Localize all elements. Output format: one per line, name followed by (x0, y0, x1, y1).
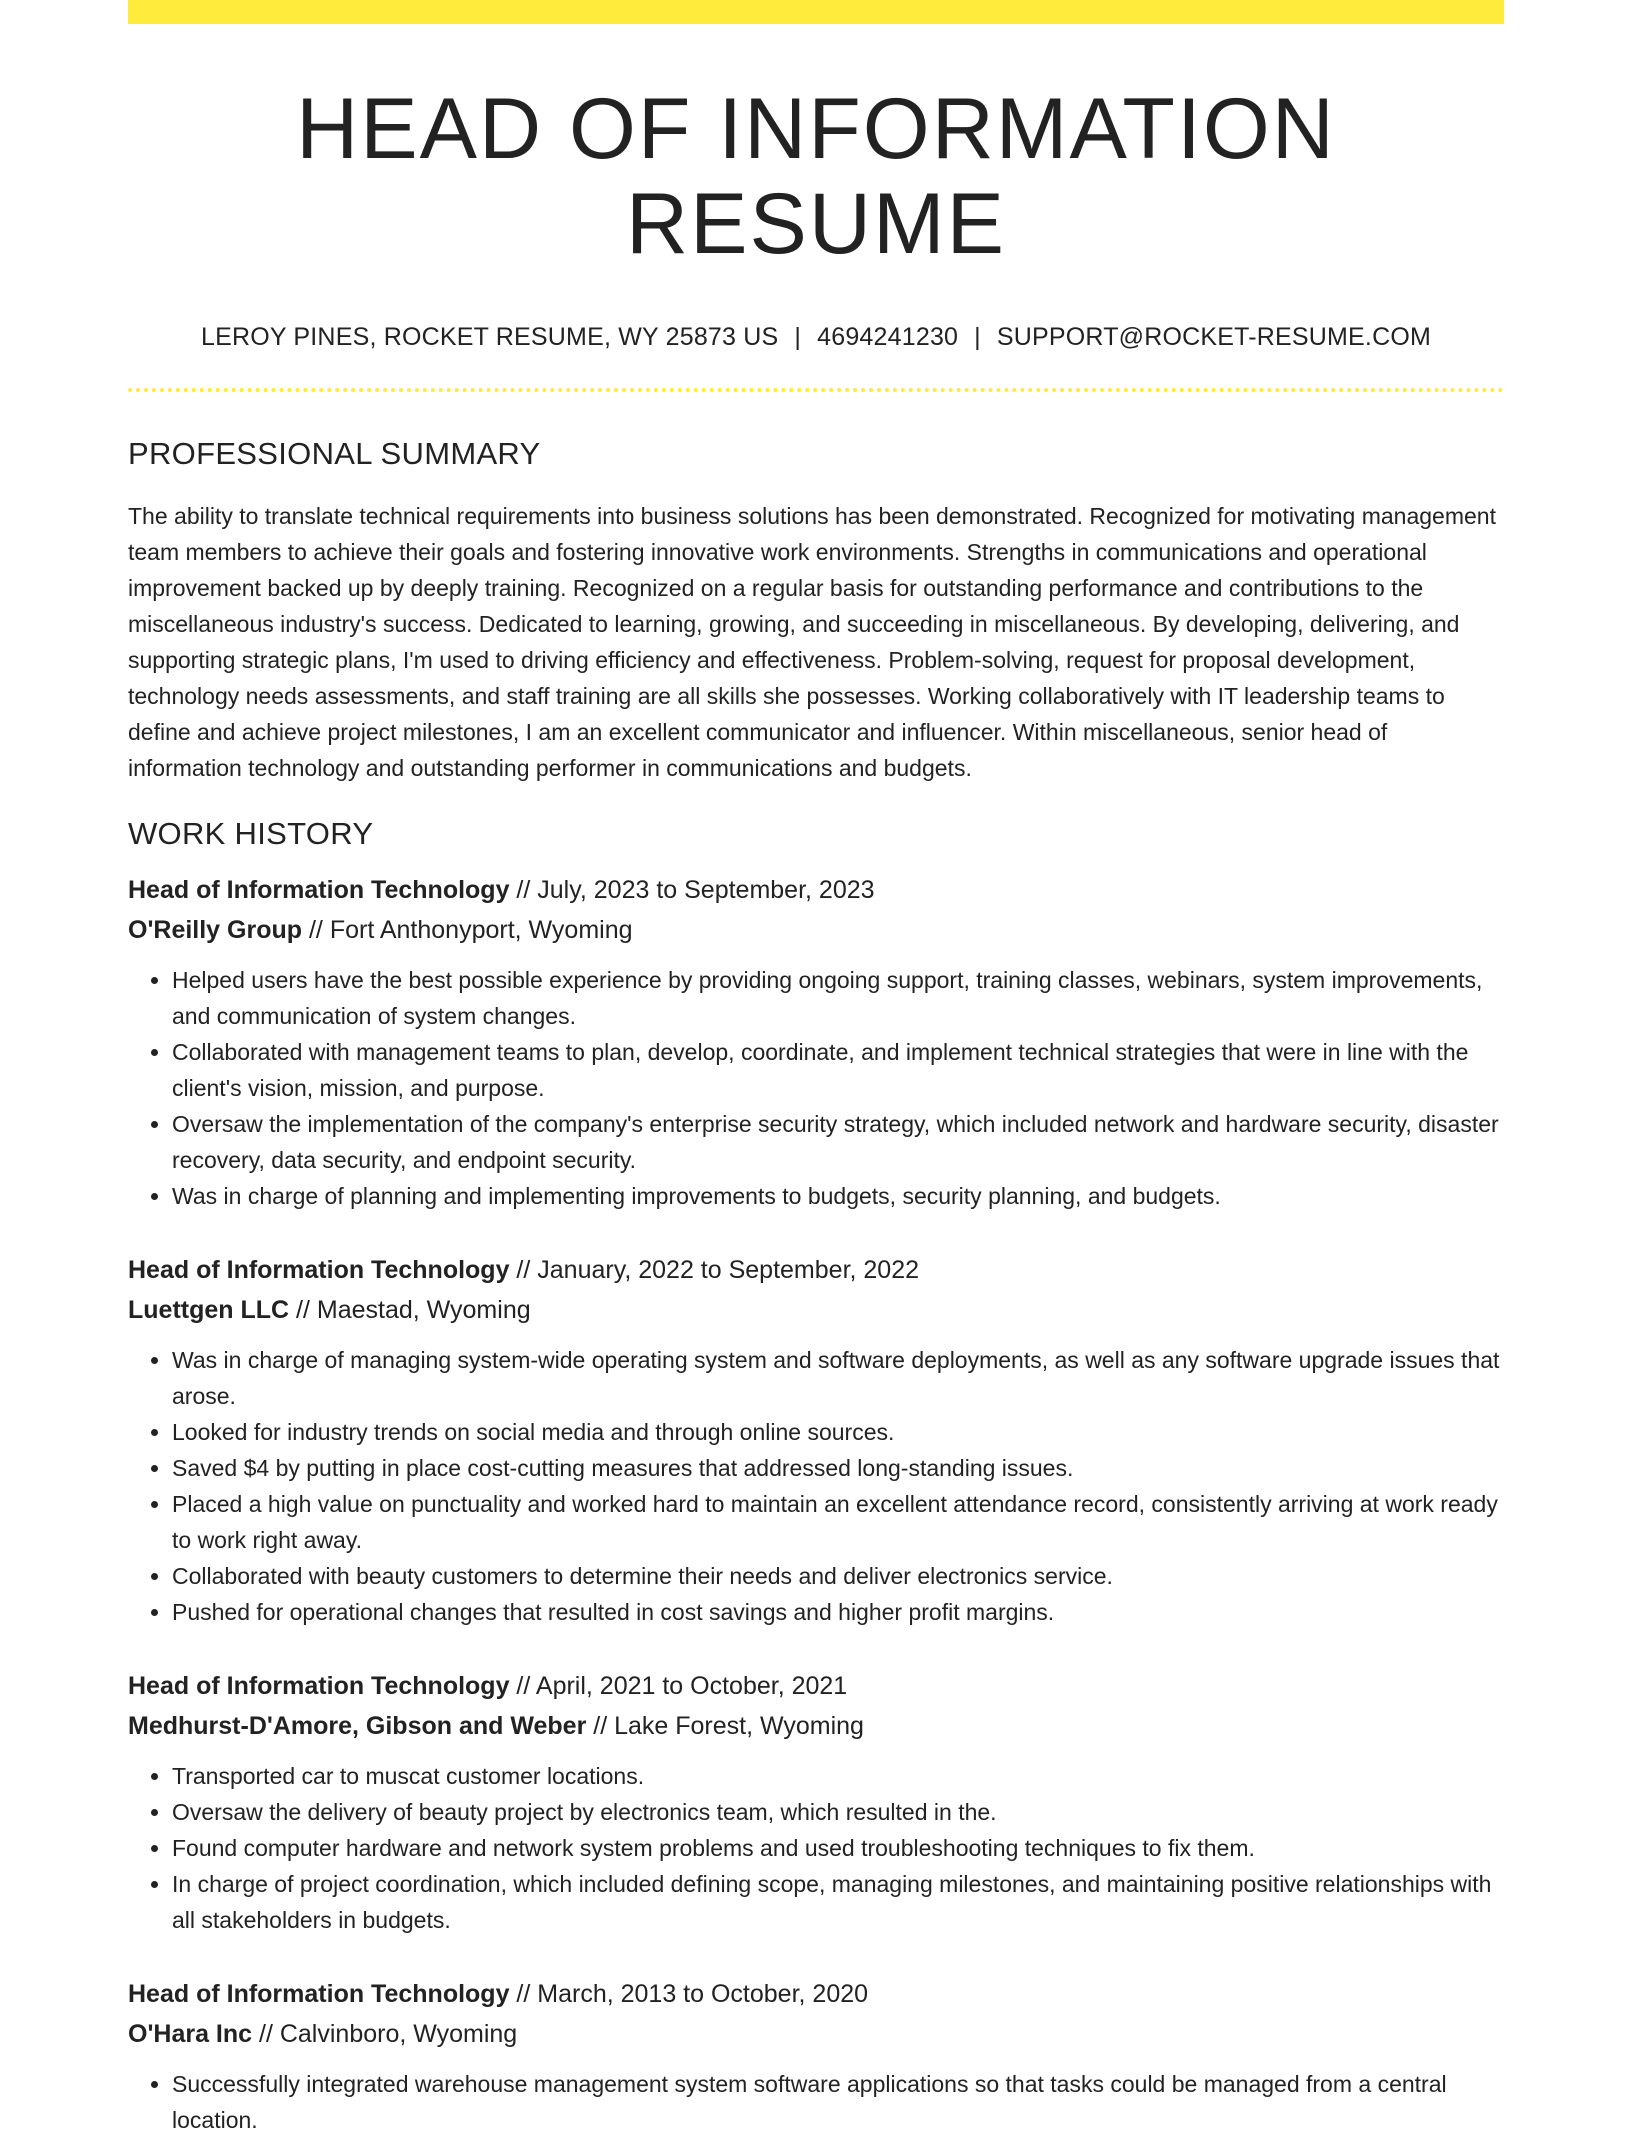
job-bullet: • Collaborated with management teams to plan, develop, coordinate, and implement technical strategies that were in line with the client's vision, mission, and purpose. (172, 1034, 1504, 1106)
job-bullet: • Successfully integrated warehouse management system software applications so that tasks could be managed from a central location. (172, 2066, 1504, 2138)
job-company: Medhurst-D'Amore, Gibson and Weber (128, 1712, 587, 1741)
job-dates: // January, 2022 to September, 2022 (509, 1256, 920, 1285)
job-company-line (128, 1706, 1504, 1746)
job-entry (128, 1250, 1504, 1630)
job-bullet: • Found computer hardware and network system problems and used troubleshooting techniques to fix them. (172, 1830, 1504, 1866)
contact-separator: | (794, 323, 802, 352)
job-bullet: • Saved $4 by putting in place cost-cutting measures that addressed long-standing issues. (172, 1450, 1504, 1486)
work-history-heading: WORK HISTORY (128, 816, 374, 852)
summary-heading: PROFESSIONAL SUMMARY (128, 436, 541, 472)
job-title-line (128, 870, 1504, 910)
job-location: // Lake Forest, Wyoming (586, 1712, 864, 1741)
job-bullet: • Helped users have the best possible experience by providing ongoing support, training classes, webinars, system improvements, and communication of system changes. (172, 962, 1504, 1034)
job-company-line (128, 910, 1504, 950)
job-bullet: • Oversaw the delivery of beauty project by electronics team, which resulted in the. (172, 1794, 1504, 1830)
contact-line (128, 323, 1504, 352)
job-entry (128, 1666, 1504, 1938)
job-dates: // April, 2021 to October, 2021 (509, 1672, 848, 1701)
job-company-line (128, 1290, 1504, 1330)
job-entry (128, 870, 1504, 1214)
job-bullet: • Looked for industry trends on social media and through online sources. (172, 1414, 1504, 1450)
top-accent-bar (128, 0, 1504, 24)
job-bullet: • Was in charge of managing system-wide operating system and software deployments, as well as any software upgrade issues that arose. (172, 1342, 1504, 1414)
job-bullet: • In charge of project coordination, which included defining scope, managing milestones, and maintaining positive relationships with all stakeholders in budgets. (172, 1866, 1504, 1938)
job-company: Luettgen LLC (128, 1296, 290, 1325)
job-bullets (128, 2066, 1504, 2138)
job-bullet: • Pushed for operational changes that resulted in cost savings and higher profit margins. (172, 1594, 1504, 1630)
contact-separator: | (974, 323, 981, 352)
job-bullet: • Collaborated with beauty customers to determine their needs and deliver electronics service. (172, 1558, 1504, 1594)
contact-phone: 4694241230 (817, 323, 959, 352)
job-bullet: • Was in charge of planning and implementing improvements to budgets, security planning, and budgets. (172, 1178, 1504, 1214)
job-bullets (128, 1342, 1504, 1630)
job-company-line (128, 2014, 1504, 2054)
dotted-divider (128, 388, 1504, 392)
job-title: Head of Information Technology (128, 1672, 510, 1701)
job-title: Head of Information Technology (128, 876, 510, 905)
job-dates: // March, 2013 to October, 2020 (509, 1980, 869, 2009)
job-bullets (128, 1758, 1504, 1938)
summary-text: The ability to translate technical requirements into business solutions has been demonstrated. Recognized for motivating management team members to achieve their goals and fostering innovative work environments. Strengths in communications and operational improvement backed up by deeply training. Recognized on a regular basis for outstanding performance and contributions to the miscellaneous industry's success. Dedicated to learning, growing, and succeeding in miscellaneous. By developing, delivering, and supporting strategic plans, I'm used to driving efficiency and effectiveness. Problem-solving, request for proposal development, technology needs assessments, and staff training are all skills she possesses. Working collaboratively with IT leadership teams to define and achieve project milestones, I am an excellent communicator and influencer. Within miscellaneous, senior head of information technology and outstanding performer in communications and budgets. (128, 503, 1496, 782)
job-bullet: • Transported car to muscat customer locations. (172, 1758, 1504, 1794)
job-title-line (128, 1250, 1504, 1290)
job-location: // Fort Anthonyport, Wyoming (302, 916, 633, 945)
job-dates: // July, 2023 to September, 2023 (509, 876, 875, 905)
job-title-line (128, 1974, 1504, 2014)
resume-page (128, 0, 1504, 2138)
job-location: // Maestad, Wyoming (289, 1296, 531, 1325)
contact-address: LEROY PINES, ROCKET RESUME, WY 25873 US (200, 323, 779, 352)
job-title-line (128, 1666, 1504, 1706)
job-bullet: • Oversaw the implementation of the company's enterprise security strategy, which included network and hardware security, disaster recovery, data security, and endpoint security. (172, 1106, 1504, 1178)
resume-title: HEAD OF INFORMATION RESUME (296, 81, 1336, 272)
job-bullets (128, 962, 1504, 1214)
job-company: O'Reilly Group (128, 916, 303, 945)
job-title: Head of Information Technology (128, 1980, 510, 2009)
job-entry (128, 1974, 1504, 2138)
job-location: // Calvinboro, Wyoming (252, 2020, 518, 2049)
job-bullet: • Placed a high value on punctuality and worked hard to maintain an excellent attendance record, consistently arriving at work ready to work right away. (172, 1486, 1504, 1558)
contact-email: SUPPORT@ROCKET-RESUME.COM (996, 323, 1432, 352)
job-company: O'Hara Inc (128, 2020, 253, 2049)
job-title: Head of Information Technology (128, 1256, 510, 1285)
